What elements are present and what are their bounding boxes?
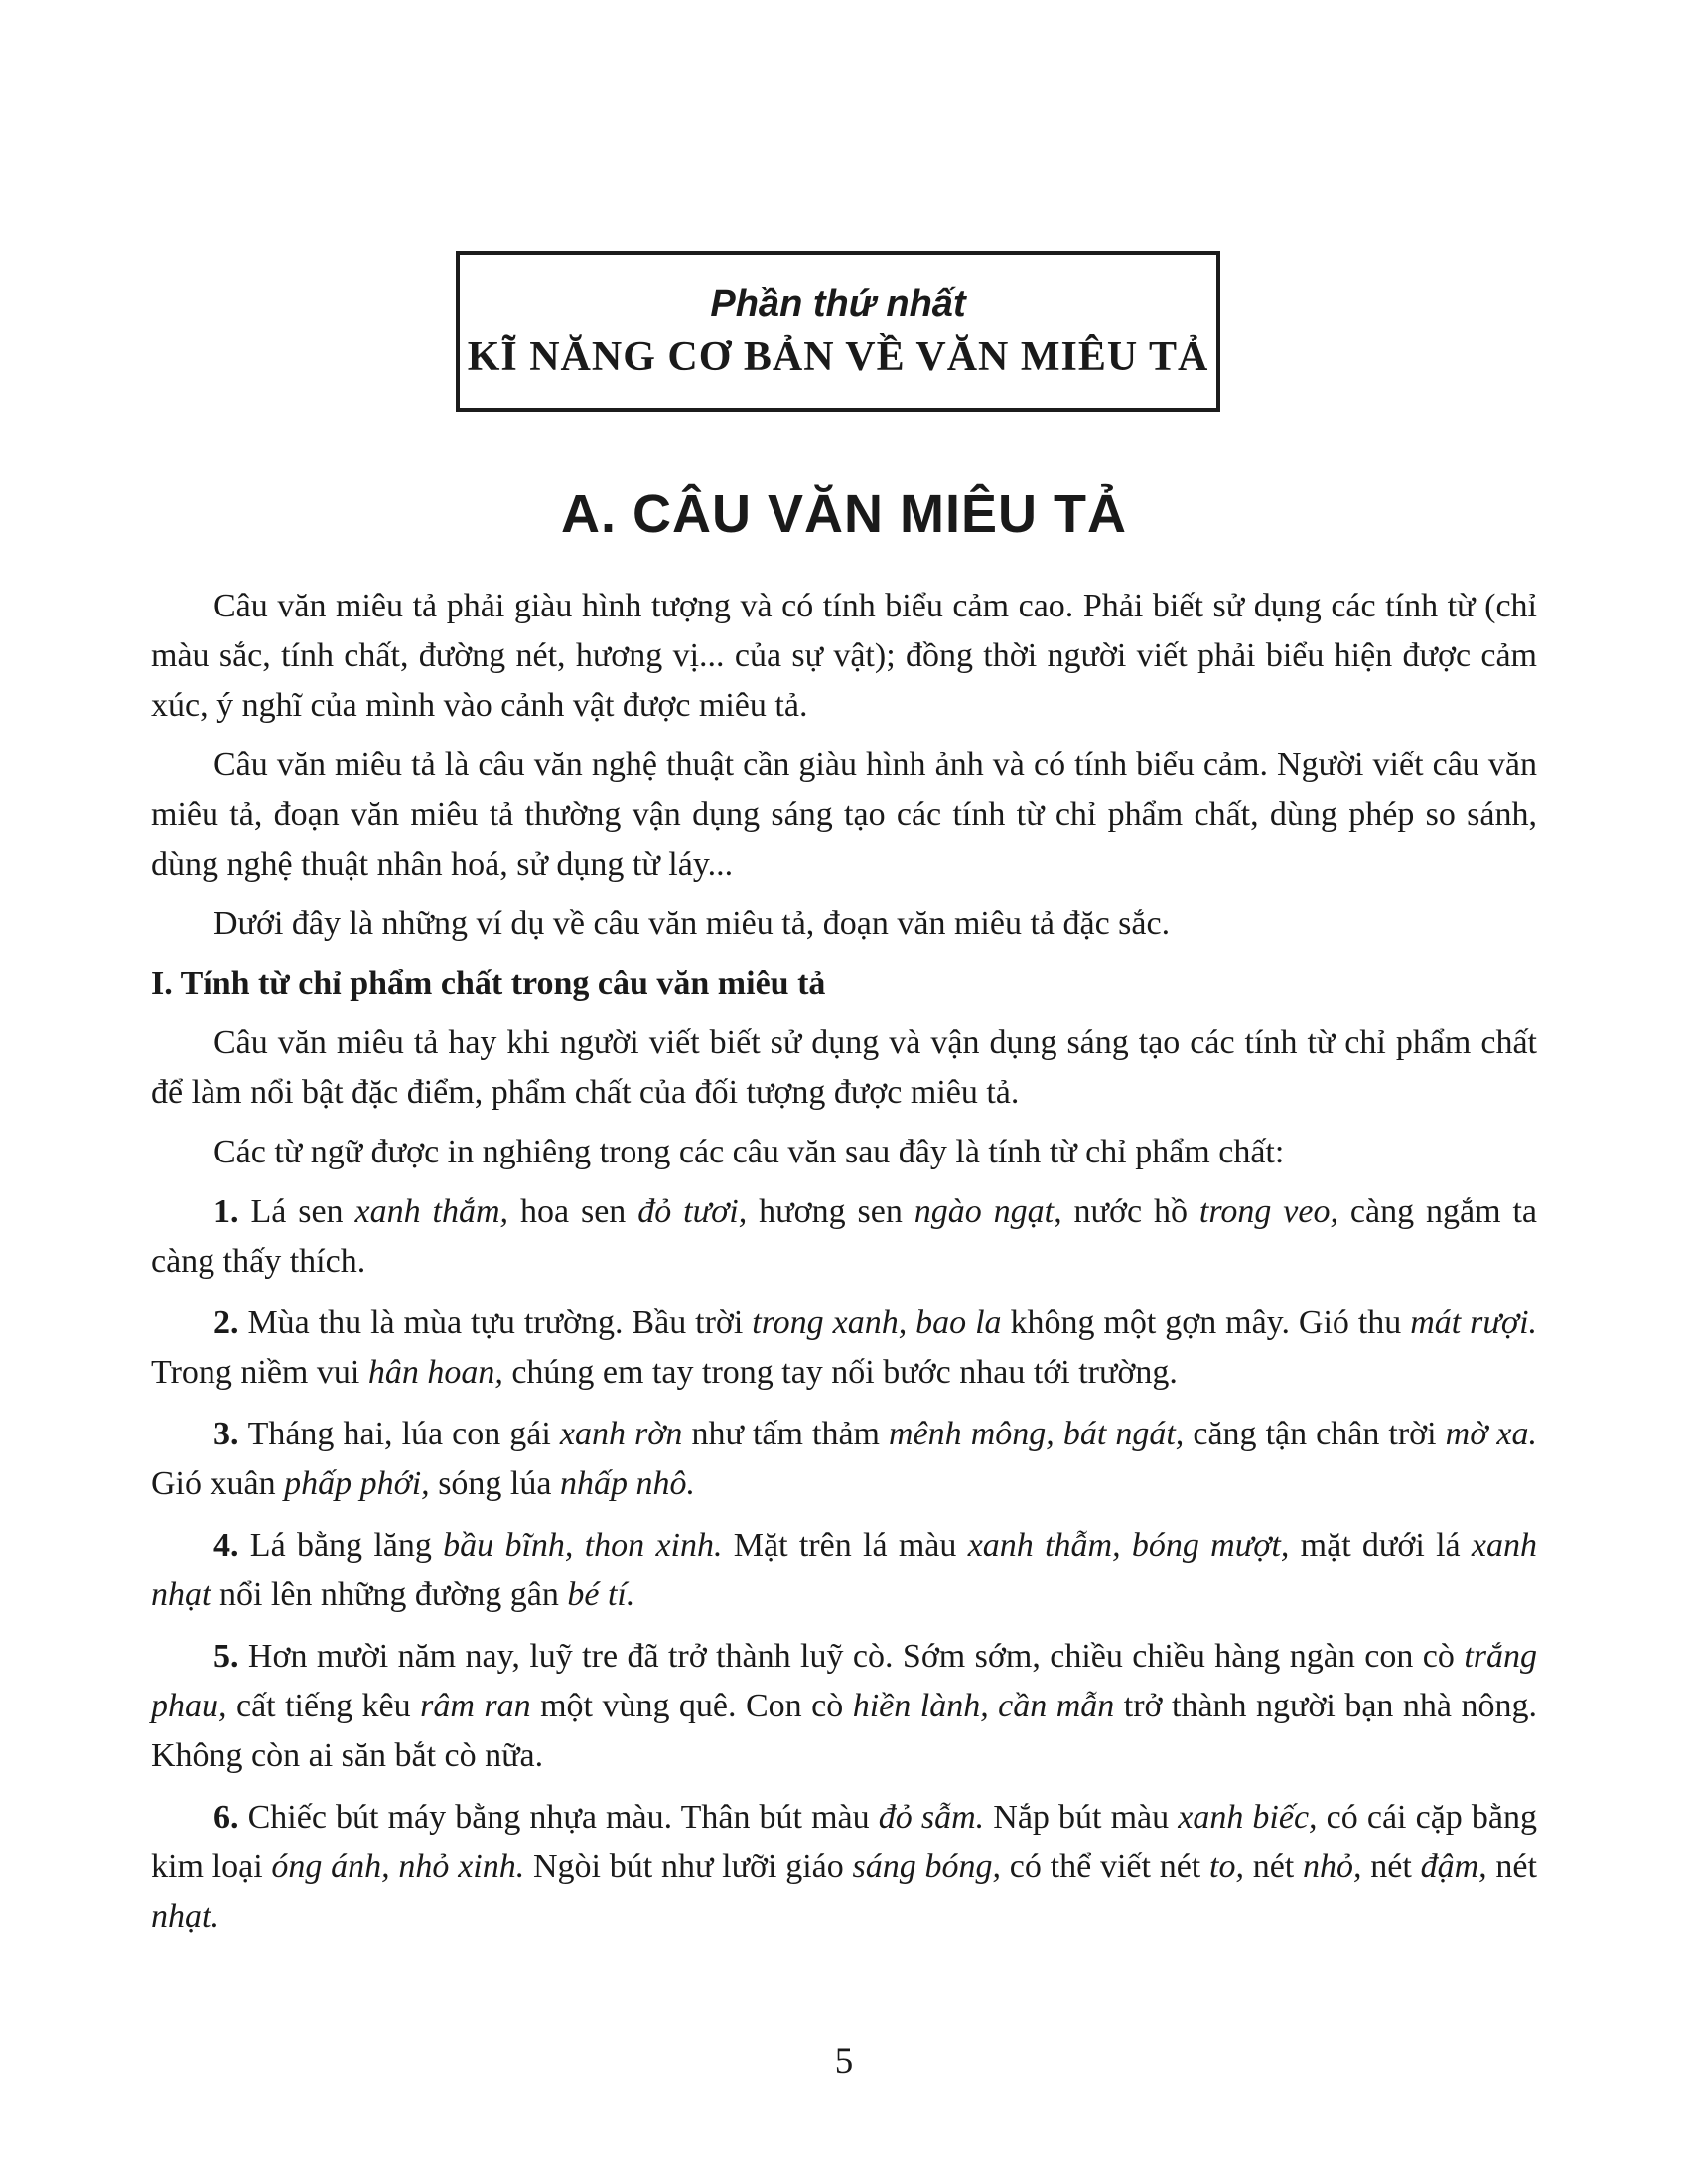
- paragraph: Câu văn miêu tả hay khi người viết biết sử dụng và vận dụng sáng tạo các tính từ chỉ phẩm chất để làm nổi bật đặc điểm, phẩm chất của đối tượng được miêu tả.: [151, 1024, 1537, 1111]
- section-heading: I. Tính từ chỉ phẩm chất trong câu văn miêu tả: [151, 965, 826, 1002]
- paragraph: Dưới đây là những ví dụ về câu văn miêu tả, đoạn văn miêu tả đặc sắc.: [213, 905, 1171, 942]
- numbered-item: 2. Mùa thu là mùa tựu trường. Bầu trời trong xanh, bao la không một gợn mây. Gió thu mát rượi. Trong niềm vui hân hoan, chúng em tay trong tay nối bước nhau tới trường.: [151, 1304, 1538, 1391]
- paragraph: Các từ ngữ được in nghiêng trong các câu văn sau đây là tính từ chỉ phẩm chất:: [213, 1134, 1285, 1170]
- document-body: [151, 582, 1537, 1954]
- paragraph: Câu văn miêu tả là câu văn nghệ thuật cần giàu hình ảnh và có tính biểu cảm. Người viết câu văn miêu tả, đoạn văn miêu tả thường vận dụng sáng tạo các tính từ chỉ phẩm chất, dùng phép so sánh, dùng nghệ thuật nhân hoá, sử dụng từ láy...: [151, 747, 1537, 883]
- numbered-item: 6. Chiếc bút máy bằng nhựa màu. Thân bút màu đỏ sẫm. Nắp bút màu xanh biếc, có cái cặp bằng kim loại óng ánh, nhỏ xinh. Ngòi bút như lưỡi giáo sáng bóng, có thể viết nét to, nét nhỏ, nét đậm, nét nhạt.: [151, 1799, 1537, 1935]
- part-label: Phần thứ nhất: [710, 283, 966, 325]
- part-header-box: [456, 251, 1220, 412]
- chapter-title: A. CÂU VĂN MIÊU TẢ: [561, 484, 1127, 544]
- numbered-item: 5. Hơn mười năm nay, luỹ tre đã trở thành luỹ cò. Sớm sớm, chiều chiều hàng ngàn con cò trắng phau, cất tiếng kêu râm ran một vùng quê. Con cò hiền lành, cần mẫn trở thành người bạn nhà nông. Không còn ai săn bắt cò nữa.: [151, 1638, 1538, 1774]
- numbered-item: 3. Tháng hai, lúa con gái xanh rờn như tấm thảm mênh mông, bát ngát, căng tận chân trời mờ xa. Gió xuân phấp phới, sóng lúa nhấp nhô.: [151, 1416, 1538, 1502]
- numbered-item: 4. Lá bằng lăng bầu bĩnh, thon xinh. Mặt trên lá màu xanh thẫm, bóng mượt, mặt dưới lá xanh nhạt nổi lên những đường gân bé tí.: [151, 1527, 1538, 1613]
- part-title: KĨ NĂNG CƠ BẢN VỀ VĂN MIÊU TẢ: [467, 335, 1209, 380]
- paragraph: Câu văn miêu tả phải giàu hình tượng và có tính biểu cảm cao. Phải biết sử dụng các tính từ (chỉ màu sắc, tính chất, đường nét, hương vị... của sự vật); đồng thời người viết phải biểu hiện được cảm xúc, ý nghĩ của mình vào cảnh vật được miêu tả.: [151, 588, 1537, 724]
- numbered-item: 1. Lá sen xanh thắm, hoa sen đỏ tươi, hương sen ngào ngạt, nước hồ trong veo, càng ngắm ta càng thấy thích.: [151, 1193, 1537, 1280]
- page-number: 5: [834, 2041, 854, 2082]
